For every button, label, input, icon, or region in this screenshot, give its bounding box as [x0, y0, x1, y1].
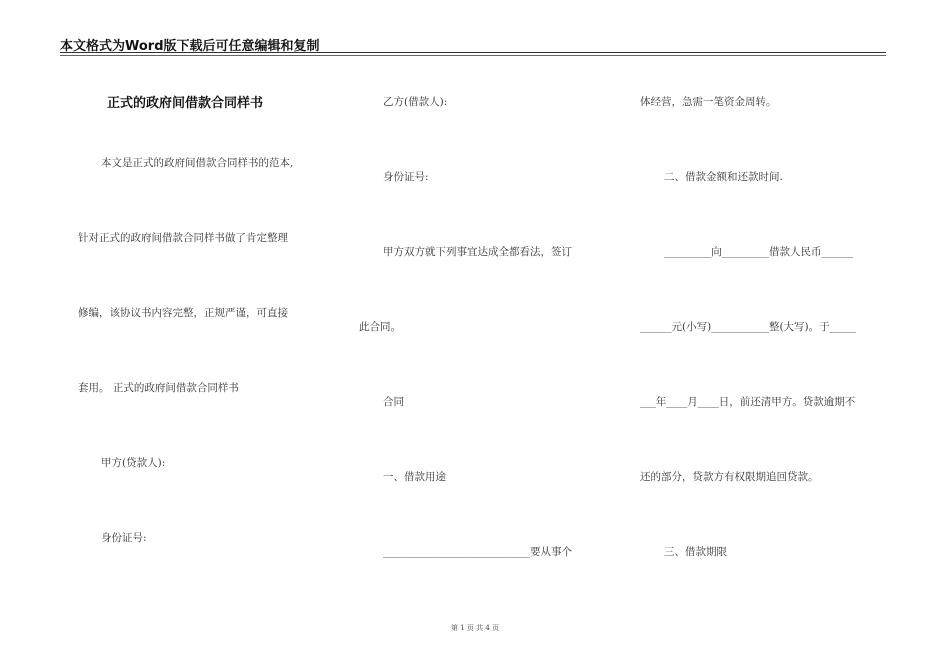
- section-heading: 一、借款用途: [383, 471, 446, 483]
- body-line: 套用。 正式的政府间借款合同样书: [78, 382, 239, 394]
- body-line: 针对正式的政府间借款合同样书做了肯定整理: [78, 232, 288, 244]
- body-line: ____________________________要从事个: [383, 546, 572, 558]
- body-line: 身份证号:: [383, 171, 429, 183]
- document-header: 本文格式为Word版下载后可任意编辑和复制: [60, 39, 320, 54]
- header-rule-thick: [60, 52, 886, 53]
- body-line: 还的部分，贷款方有权限期追回贷款。: [640, 471, 819, 483]
- body-line: ___年____月____日，前还清甲方。贷款逾期不: [640, 396, 856, 408]
- document-title: 正式的政府间借款合同样书: [107, 96, 264, 111]
- body-line: 修编，该协议书内容完整，正规严谨，可直接: [78, 307, 288, 319]
- body-line: 合同: [383, 396, 404, 408]
- page-number: 第 1 页 共 4 页: [450, 624, 500, 632]
- body-line: 身份证号:: [101, 532, 147, 544]
- body-line: 本文是正式的政府间借款合同样书的范本,: [101, 157, 294, 169]
- header-rule-thin: [60, 55, 886, 56]
- body-line: _________向_________借款人民币______: [664, 246, 853, 258]
- body-line: 此合同。: [359, 321, 401, 333]
- body-line: 甲方(贷款人):: [101, 457, 166, 469]
- body-line: ______元(小写)___________整(大写)。于_____: [640, 321, 856, 333]
- body-line: 乙方(借款人):: [383, 96, 448, 108]
- body-line: 甲方双方就下列事宜达成全都看法，签订: [383, 246, 572, 258]
- section-heading: 二、借款金额和还款时间.: [664, 171, 783, 183]
- body-line: 体经营，急需一笔资金周转。: [640, 96, 777, 108]
- section-heading: 三、借款期限: [664, 546, 727, 558]
